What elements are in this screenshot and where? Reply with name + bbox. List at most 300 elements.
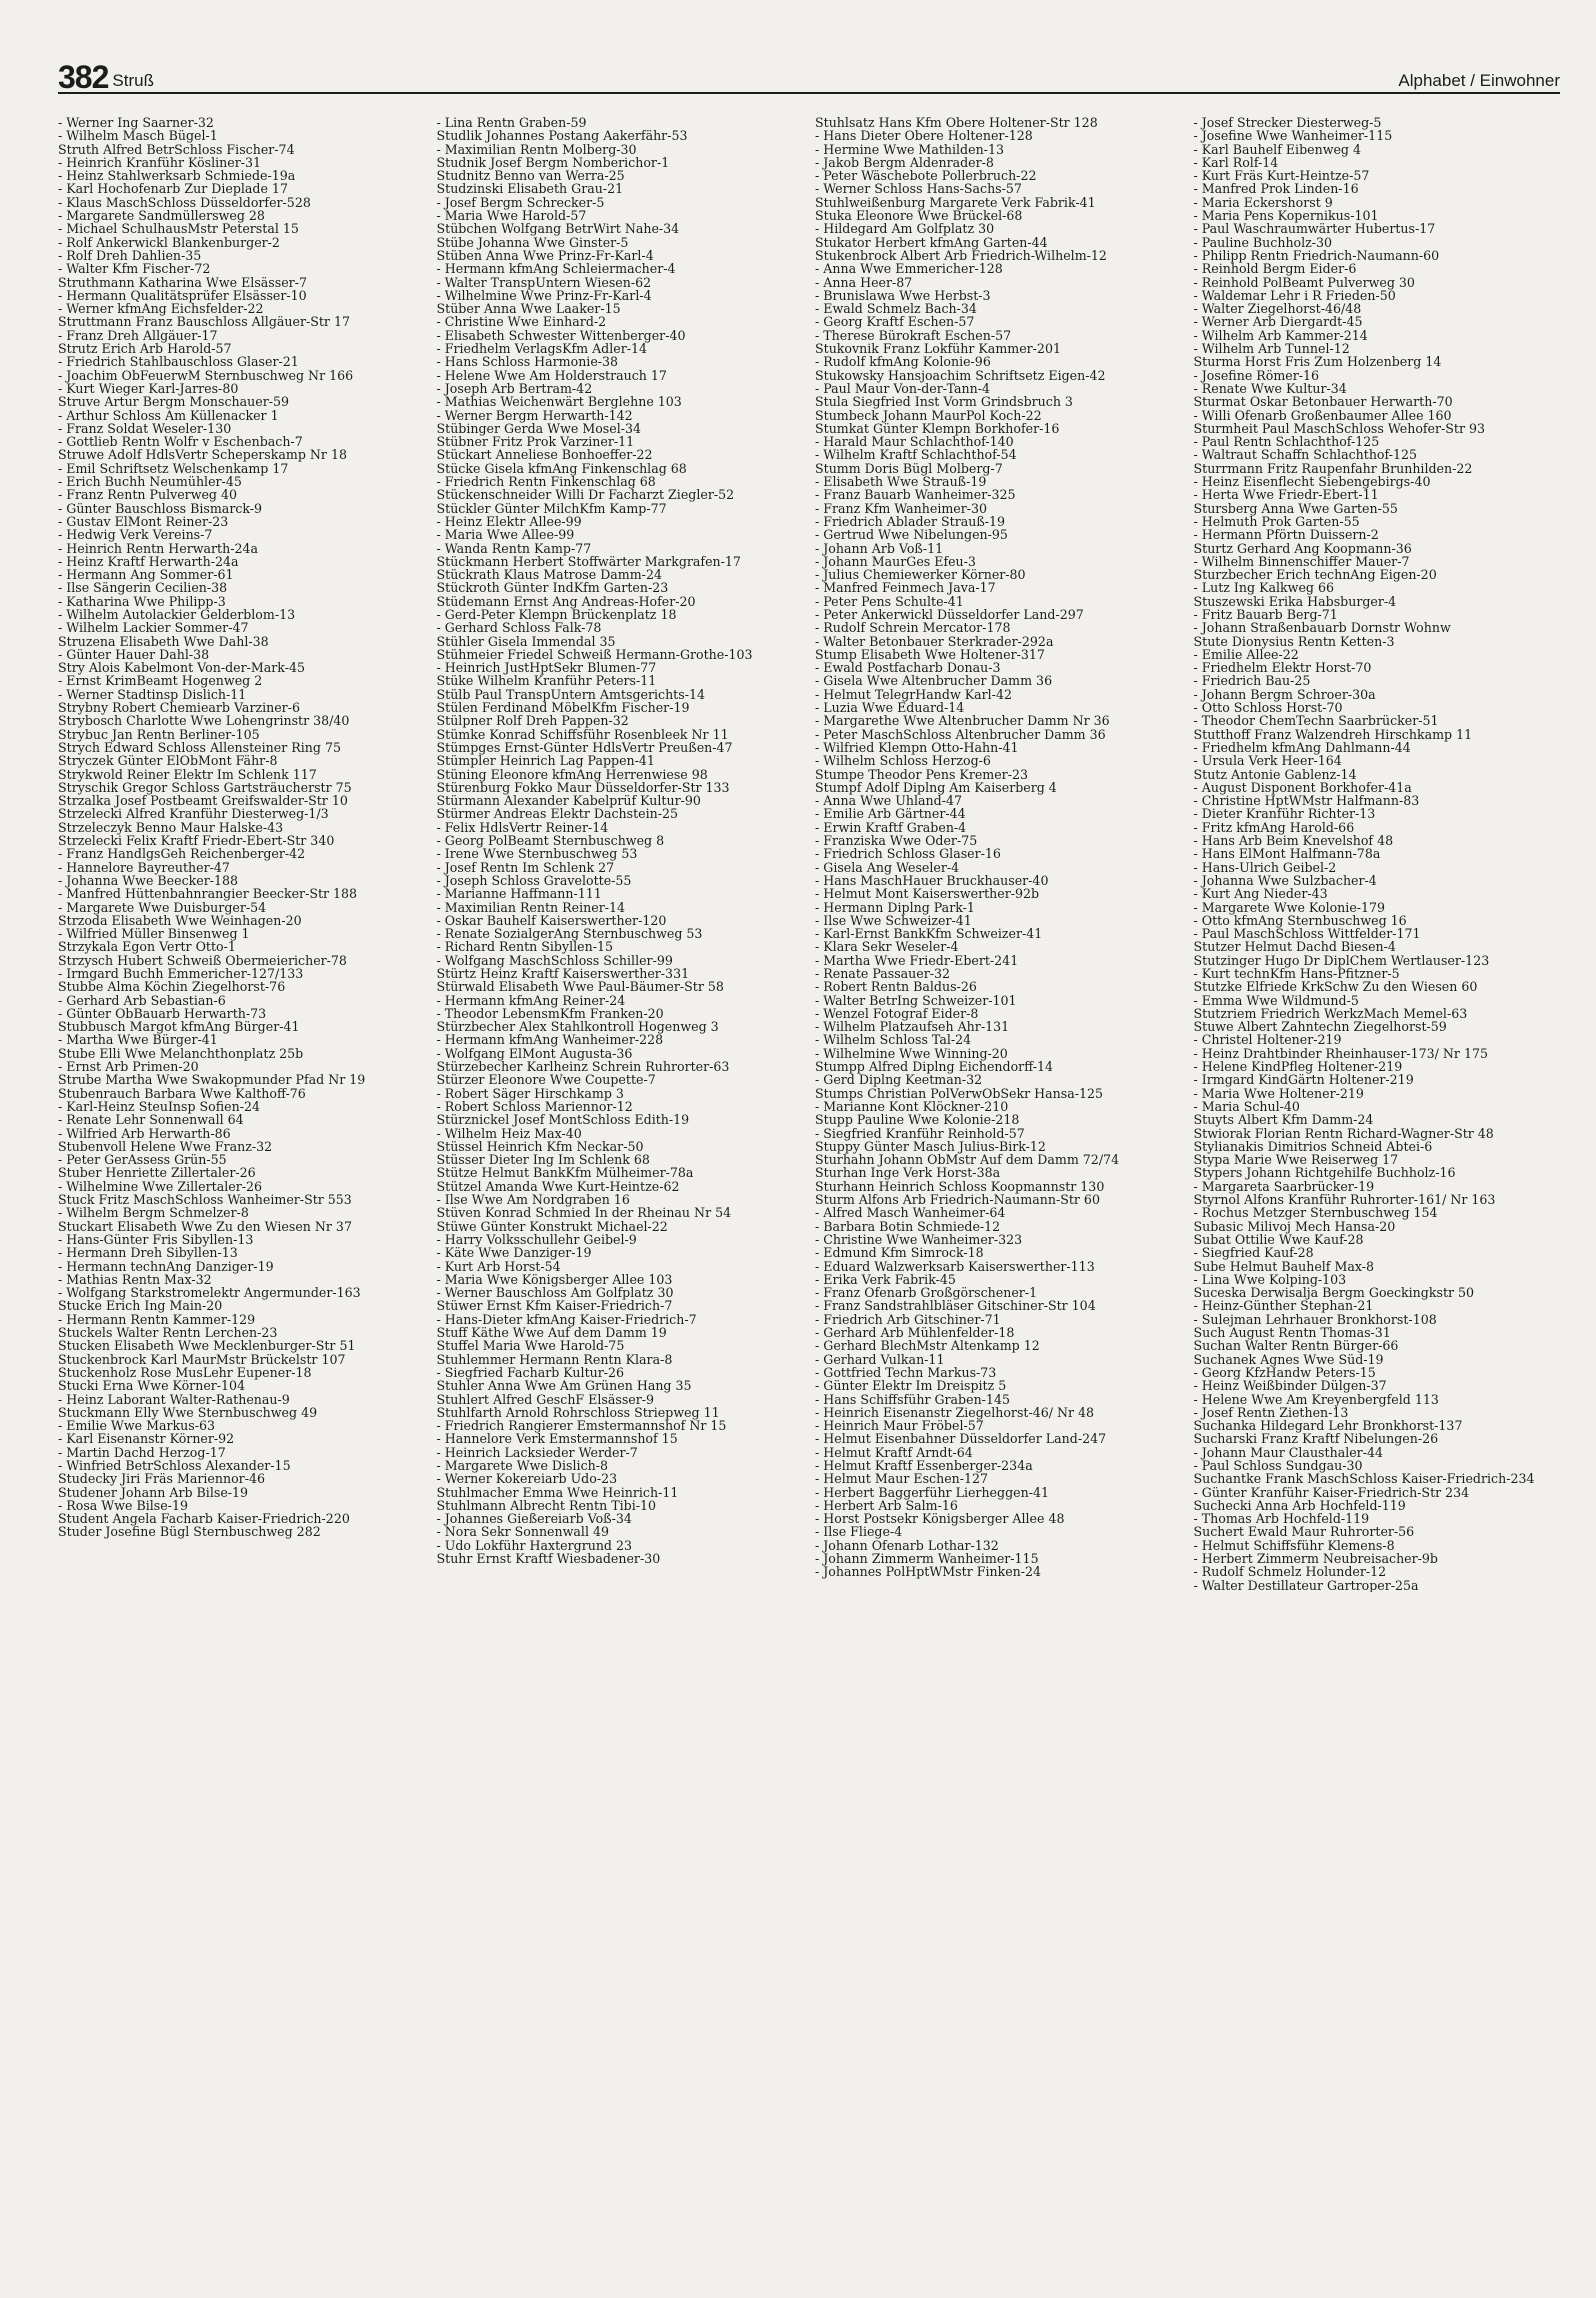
directory-entry: - Robert Schloss Mariennor-12 (436, 1098, 633, 1114)
directory-entry: - Christine HptWMstr Halfmann-83 (1193, 793, 1420, 809)
directory-entry: - Günter Hauer Dahl-38 (58, 646, 210, 662)
directory-entry: Stumpp Alfred Diplng Eichendorff-14 (815, 1059, 1053, 1075)
directory-entry: - Reinhold PolBeamt Pulverweg 30 (1193, 274, 1415, 290)
directory-entry: - Helmut Schiffsführ Klemens-8 (1193, 1537, 1395, 1553)
directory-entry: - Richard Rentn Sibyllen-15 (436, 939, 613, 955)
directory-entry: - Peter GerAssess Grün-55 (58, 1152, 227, 1168)
directory-entry: - Elisabeth Wwe Strauß-19 (815, 474, 987, 490)
directory-entry: - Friedrich Ablader Strauß-19 (815, 513, 1006, 529)
directory-entry: - Johann Maur Clausthaler-44 (1193, 1444, 1383, 1460)
directory-entry: Stubbusch Margot kfmAng Bürger-41 (58, 1019, 300, 1035)
directory-entry: - Felix HdlsVertr Reiner-14 (436, 819, 609, 835)
directory-entry: Stübchen Wolfgang BetrWirt Nahe-34 (436, 221, 680, 237)
directory-entry: - Klara Sekr Weseler-4 (815, 939, 959, 955)
directory-entry: - Franz Kfm Wanheimer-30 (815, 500, 988, 516)
directory-entry: - Gerd Diplng Keetman-32 (815, 1072, 983, 1088)
directory-entry: Stuhr Ernst Kraftf Wiesbadener-30 (436, 1551, 661, 1567)
directory-entry: - Paul Schloss Sundgau-30 (1193, 1457, 1363, 1473)
directory-entry: - Maria Pens Kopernikus-101 (1193, 208, 1379, 224)
directory-entry: - Wilhelm Schloss Herzog-6 (815, 753, 991, 769)
directory-entry: - Theodor LebensmKfm Franken-20 (436, 1005, 664, 1021)
directory-entry: - Friedrich Rentn Finkenschlag 68 (436, 474, 656, 490)
directory-entry: Stuck Fritz MaschSchloss Wanheimer-Str 553 (58, 1192, 352, 1208)
directory-entry: - Wilfried Müller Binsenweg 1 (58, 926, 250, 942)
directory-entry: Stutthoff Franz Walzendreh Hirschkamp 11 (1193, 726, 1473, 742)
directory-entry: Stucken Elisabeth Wwe Mecklenburger-Str 51 (58, 1338, 356, 1354)
directory-entry: - Wilhelm Schloss Tal-24 (815, 1032, 972, 1048)
directory-entry: Studener Johann Arb Bilse-19 (58, 1484, 249, 1500)
directory-entry: - Gerhard Schloss Falk-78 (436, 620, 602, 636)
directory-entry: - Franz HandlgsGeh Reichenberger-42 (58, 846, 306, 862)
directory-entry: - Paul Waschraumwärter Hubertus-17 (1193, 221, 1436, 237)
directory-entry: Stürzbecher Alex Stahlkontroll Hogenweg 3 (436, 1019, 719, 1035)
directory-entry: - Hermann technAng Danziger-19 (58, 1258, 274, 1274)
directory-entry: Stüwe Günter Konstrukt Michael-22 (436, 1218, 668, 1234)
directory-entry: - Josefine Wwe Wanheimer-115 (1193, 128, 1393, 144)
directory-entry: - Gertrud Wwe Nibelungen-95 (815, 527, 1008, 543)
directory-entry: - Georg Kraftf Eschen-57 (815, 314, 975, 330)
directory-entry: - Maria Wwe Königsberger Allee 103 (436, 1271, 673, 1287)
directory-entry: - Erwin Kraftf Graben-4 (815, 819, 967, 835)
directory-entry: Stucke Erich Ing Main-20 (58, 1298, 223, 1314)
directory-entry: Suchert Ewald Maur Ruhrorter-56 (1193, 1524, 1415, 1540)
directory-entry: - Josef Rentn Im Schlenk 27 (436, 859, 615, 875)
directory-entry: Stübe Johanna Wwe Ginster-5 (436, 234, 629, 250)
page-number: 382 (58, 59, 109, 95)
directory-entry: Stumm Doris Bügl Molberg-7 (815, 460, 1003, 476)
directory-entry: - Edmund Kfm Simrock-18 (815, 1245, 984, 1261)
directory-entry: - Hans-Dieter kfmAng Kaiser-Friedrich-7 (436, 1311, 697, 1327)
directory-entry: Stump Elisabeth Wwe Holtener-317 (815, 646, 1045, 662)
directory-entry: Struzena Elisabeth Wwe Dahl-38 (58, 633, 269, 649)
directory-entry: Strube Martha Wwe Swakopmunder Pfad Nr 19 (58, 1072, 366, 1088)
directory-entry: - Robert Rentn Baldus-26 (815, 979, 977, 995)
directory-entry: - Maria Wwe Holtener-219 (1193, 1085, 1364, 1101)
directory-entry: - Margarete Wwe Dislich-8 (436, 1457, 608, 1473)
directory-entry: Suchecki Anna Arb Hochfeld-119 (1193, 1497, 1406, 1513)
directory-entry: Stürenburg Fokko Maur Düsseldorfer-Str 133 (436, 779, 730, 795)
directory-entry: - Wolfgang MaschSchloss Schiller-99 (436, 952, 673, 968)
directory-entry: Student Angela Facharb Kaiser-Friedrich-220 (58, 1511, 350, 1527)
directory-entry: Stubenrauch Barbara Wwe Kalthoff-76 (58, 1085, 306, 1101)
directory-entry: Stümpler Heinrich Lag Pappen-41 (436, 753, 655, 769)
directory-entry: Stülb Paul TranspUntern Amtsgerichts-14 (436, 686, 705, 702)
directory-entry: - Heinrich Rentn Herwarth-24a (58, 540, 258, 556)
directory-entry: - Hans Arb Beim Knevelshof 48 (1193, 833, 1394, 849)
directory-entry: - Lina Wwe Kolping-103 (1193, 1271, 1347, 1287)
directory-entry: Studer Josefine Bügl Sternbuschweg 282 (58, 1524, 321, 1540)
directory-entry: - Kurt Arb Horst-54 (436, 1258, 561, 1274)
directory-entry: - Peter Pens Schulte-41 (815, 593, 964, 609)
directory-entry: - Friedrich Bau-25 (1193, 673, 1311, 689)
directory-entry: - Ilse Fliege-4 (815, 1524, 903, 1540)
running-head: Struß (112, 71, 154, 90)
directory-entry: Stupp Pauline Wwe Kolonie-218 (815, 1112, 1020, 1128)
directory-entry: - Maximilian Rentn Reiner-14 (436, 899, 625, 915)
directory-entry: Stuka Eleonore Wwe Brückel-68 (815, 208, 1023, 224)
directory-entry: - Emil Schriftsetz Welschenkamp 17 (58, 460, 289, 476)
directory-entry: Stürzer Eleonore Wwe Coupette-7 (436, 1072, 656, 1088)
directory-entry: - Werner Kokereiarb Udo-23 (436, 1471, 618, 1487)
directory-entry: Sturhahn Johann ObMstr Auf dem Damm 72/74 (815, 1152, 1120, 1168)
directory-entry: - Wilhelm Arb Tunnel-12 (1193, 341, 1350, 357)
directory-entry: - Michael SchulhausMstr Peterstal 15 (58, 221, 299, 237)
directory-entry: Stüber Anna Wwe Laaker-15 (436, 301, 621, 317)
directory-entry: Stylianakis Dimitrios Schneid Abtei-6 (1193, 1138, 1433, 1154)
directory-entry: Sturzbecher Erich technAng Eigen-20 (1193, 567, 1437, 583)
directory-entry: Stuppy Günter Masch Julius-Birk-12 (815, 1138, 1046, 1154)
column-2 (437, 116, 804, 1592)
directory-entry: Stukator Herbert kfmAng Garten-44 (815, 234, 1048, 250)
directory-entry: - Franz Bauarb Wanheimer-325 (815, 487, 1016, 503)
directory-entry: - Paul Rentn Schlachthof-125 (1193, 434, 1380, 450)
directory-entry: - Johannes PolHptWMstr Finken-24 (815, 1564, 1042, 1580)
directory-entry: - Jakob Bergm Aldenrader-8 (815, 154, 994, 170)
directory-entry: - Hermann kfmAng Wanheimer-228 (436, 1032, 664, 1048)
directory-entry: - Pauline Buchholz-30 (1193, 234, 1333, 250)
directory-entry: - Martha Wwe Friedr-Ebert-241 (815, 952, 1019, 968)
directory-entry: - Johann Straßenbauarb Dornstr Wohnw (1193, 620, 1451, 636)
directory-entry: Stützel Amanda Wwe Kurt-Heintze-62 (436, 1178, 680, 1194)
directory-entry: - Manfred Hüttenbahnrangier Beecker-Str 188 (58, 886, 358, 902)
directory-entry: - Gisela Wwe Altenbrucher Damm 36 (815, 673, 1053, 689)
directory-entry: - Waltraut Schaffn Schlachthof-125 (1193, 447, 1418, 463)
directory-entry: Stüsser Dieter Ing Im Schlenk 68 (436, 1152, 650, 1168)
directory-entry: - Wilhelm Kraftf Schlachthof-54 (815, 447, 1017, 463)
directory-entry: - Helmut Kraftf Arndt-64 (815, 1444, 973, 1460)
header-left (58, 59, 154, 95)
directory-entry: - Gisela Ang Weseler-4 (815, 859, 960, 875)
directory-entry: - Hedwig Verk Vereins-7 (58, 527, 213, 543)
directory-entry: - Maria Wwe Allee-99 (436, 527, 575, 543)
directory-entry: - Brunislawa Wwe Herbst-3 (815, 287, 991, 303)
directory-entry: - Martha Wwe Bürger-41 (58, 1032, 218, 1048)
directory-entry: - Anna Wwe Uhland-47 (815, 793, 962, 809)
directory-entry: - Renate Lehr Sonnenwall 64 (58, 1112, 244, 1128)
directory-entry: - Siegfried Kranführ Reinhold-57 (815, 1125, 1025, 1141)
directory-entry: - Barbara Botin Schmiede-12 (815, 1218, 1001, 1234)
directory-entry: Stürznickel Josef MontSchloss Edith-19 (436, 1112, 690, 1128)
directory-entry: - Wilfried Arb Herwarth-86 (58, 1125, 231, 1141)
directory-entry: - Rochus Metzger Sternbuschweg 154 (1193, 1205, 1438, 1221)
directory-entry: Stuckmann Elly Wwe Sternbuschweg 49 (58, 1404, 318, 1420)
directory-entry: Strybosch Charlotte Wwe Lohengrinstr 38/40 (58, 713, 350, 729)
directory-entry: - Maria Eckershorst 9 (1193, 194, 1333, 210)
directory-entry: - Johann Zimmerm Wanheimer-115 (815, 1551, 1039, 1567)
directory-entry: - Franz Ofenarb Großgörschener-1 (815, 1285, 1038, 1301)
directory-entry: - Willi Ofenarb Großenbaumer Allee 160 (1193, 407, 1452, 423)
directory-entry: - Hermann Diplng Park-1 (815, 899, 975, 915)
directory-entry: - Gerhard Arb Mühlenfelder-18 (815, 1325, 1015, 1341)
directory-entry: Stutzriem Friedrich WerkzMach Memel-63 (1193, 1005, 1468, 1021)
directory-entry: - Käte Wwe Danziger-19 (436, 1245, 592, 1261)
directory-entry: Stuhlsatz Hans Kfm Obere Holtener-Str 128 (815, 116, 1098, 130)
directory-entry: - Herbert Arb Salm-16 (815, 1497, 958, 1513)
directory-entry: Stüning Eleonore kfmAng Herrenwiese 98 (436, 766, 708, 782)
directory-entry: - Helene KindPfleg Holtener-219 (1193, 1059, 1403, 1075)
directory-entry: Strzalka Josef Postbeamt Greifswalder-Str 10 (58, 793, 348, 809)
directory-entry: - Hans Schloss Harmonie-38 (436, 354, 619, 370)
directory-entry: - Joachim ObFeuerwM Sternbuschweg Nr 166 (58, 367, 354, 383)
directory-entry: - Heinrich JustHptSekr Blumen-77 (436, 660, 657, 676)
directory-entry: Stuckart Elisabeth Wwe Zu den Wiesen Nr 37 (58, 1218, 352, 1234)
directory-entry: - Helmut Eisenbahner Düsseldorfer Land-247 (815, 1431, 1107, 1447)
directory-entry: - Hannelore Verk Emstermannshof 15 (436, 1431, 678, 1447)
directory-entry: - Kurt Fräs Kurt-Heintze-57 (1193, 168, 1370, 184)
directory-entry: - Wanda Rentn Kamp-77 (436, 540, 592, 556)
directory-entry: - Franz Soldat Weseler-130 (58, 420, 232, 436)
directory-entry: - Wilhelm Heiz Max-40 (436, 1125, 582, 1141)
directory-entry: - Oskar Bauhelf Kaiserswerther-120 (436, 912, 667, 928)
directory-entry: Strzelecki Felix Kraftf Friedr-Ebert-Str 340 (58, 833, 335, 849)
directory-entry: Subat Ottilie Wwe Kauf-28 (1193, 1231, 1364, 1247)
directory-entry: - Hermann kfmAng Schleiermacher-4 (436, 261, 676, 277)
directory-entry: - Margarete Sandmüllersweg 28 (58, 208, 265, 224)
directory-entry: - Kurt Ang Nieder-43 (1193, 886, 1328, 902)
directory-entry: - Karl Rolf-14 (1193, 154, 1279, 170)
directory-entry: - Wilhelm Bergm Schmelzer-8 (58, 1205, 249, 1221)
directory-entry: - Friedrich Arb Gitschiner-71 (815, 1311, 1001, 1327)
directory-entry: - Herbert Baggerführ Lierheggen-41 (815, 1484, 1049, 1500)
directory-entry: Stuszewski Erika Habsburger-4 (1193, 593, 1397, 609)
directory-entry: Sturtz Gerhard Ang Koopmann-36 (1193, 540, 1412, 556)
directory-entry: Sturma Horst Fris Zum Holzenberg 14 (1193, 354, 1442, 370)
directory-entry: - Helene Wwe Am Holderstrauch 17 (436, 367, 667, 383)
directory-entry: - Hermine Wwe Mathilden-13 (815, 141, 1004, 157)
directory-entry: - Franz Dreh Allgäuer-17 (58, 327, 218, 343)
directory-entry: - Rudolf kfmAng Kolonie-96 (815, 354, 991, 370)
directory-entry: - Marianne Haffmann-111 (436, 886, 602, 902)
directory-entry: - Franziska Wwe Oder-75 (815, 833, 978, 849)
directory-entry: - Friedhelm VerlagsKfm Adler-14 (436, 341, 648, 357)
directory-entry: - Irmgard KindGärtn Holtener-219 (1193, 1072, 1414, 1088)
directory-entry: Stürmann Alexander Kabelprüf Kultur-90 (436, 793, 701, 809)
directory-entry: Suchan Walter Rentn Bürger-66 (1193, 1338, 1399, 1354)
directory-entry: - Georg KfzHandw Peters-15 (1193, 1364, 1376, 1380)
directory-entry: Stückenschneider Willi Dr Facharzt Ziegler-52 (436, 487, 735, 503)
directory-entry: Stülen Ferdinand MöbelKfm Fischer-19 (436, 700, 690, 716)
directory-entry: Stubbe Alma Köchin Ziegelhorst-76 (58, 979, 286, 995)
directory-entry: - Helmut Kraftf Essenberger-234a (815, 1457, 1033, 1473)
directory-entry: - Ewald Postfacharb Donau-3 (815, 660, 1001, 676)
directory-entry: - Heinz-Günther Stephan-21 (1193, 1298, 1374, 1314)
directory-entry: - Rosa Wwe Bilse-19 (58, 1497, 188, 1513)
directory-entry: - Wilhelm Masch Bügel-1 (58, 128, 218, 144)
directory-entry: - Kurt technKfm Hans-Pfitzner-5 (1193, 966, 1400, 981)
directory-entry: Stwiorak Florian Rentn Richard-Wagner-Str 48 (1193, 1125, 1494, 1141)
directory-entry: Styrnol Alfons Kranführ Ruhrorter-161/ Nr 163 (1193, 1192, 1496, 1208)
directory-entry: - Sulejman Lehrhauer Bronkhorst-108 (1193, 1311, 1437, 1327)
directory-entry: - Walter Destillateur Gartroper-25a (1193, 1577, 1419, 1592)
directory-entry: - Nora Sekr Sonnenwall 49 (436, 1524, 609, 1540)
directory-entry: - Werner Stadtinsp Dislich-11 (58, 686, 247, 702)
directory-entry: - Margarete Wwe Duisburger-54 (58, 899, 267, 915)
directory-entry: - Günter Elektr Im Dreispitz 5 (815, 1378, 1007, 1394)
directory-entry: Stypers Johann Richtgehilfe Buchholz-16 (1193, 1165, 1456, 1181)
directory-entry: Stumkat Günter Klempn Borkhofer-16 (815, 420, 1060, 436)
directory-entry: - Rolf Ankerwickl Blankenburger-2 (58, 234, 280, 250)
directory-entry: - Helmut Maur Eschen-127 (815, 1471, 989, 1487)
directory-entry: Stülpner Rolf Dreh Pappen-32 (436, 713, 629, 729)
directory-entry: - Günter Bauschloss Bismarck-9 (58, 500, 263, 516)
directory-entry: - Peter MaschSchloss Altenbrucher Damm 36 (815, 726, 1106, 742)
directory-entry: Sturmheit Paul MaschSchloss Wehofer-Str 93 (1193, 420, 1486, 436)
directory-entry: - Lina Rentn Graben-59 (436, 116, 587, 130)
directory-entry: - Siegfried Facharb Kultur-26 (436, 1364, 625, 1380)
directory-entry: Sturmat Oskar Betonbauer Herwarth-70 (1193, 394, 1453, 410)
directory-entry: Stuffel Maria Wwe Harold-75 (436, 1338, 625, 1354)
directory-entry: - Marianne Kont Klöckner-210 (815, 1098, 1009, 1114)
directory-entry: Studlik Johannes Postang Aakerfähr-53 (436, 128, 688, 144)
directory-entry: - Ursula Verk Heer-164 (1193, 753, 1342, 769)
directory-entry: Struve Artur Bergm Monschauer-59 (58, 394, 290, 410)
directory-entry: Stumbeck Johann MaurPol Koch-22 (815, 407, 1042, 423)
directory-entry: - Hans MaschHauer Bruckhauser-40 (815, 872, 1049, 888)
directory-entry: - Otto kfmAng Sternbuschweg 16 (1193, 912, 1407, 928)
directory-entry: Stüke Wilhelm Kranführ Peters-11 (436, 673, 657, 689)
directory-entry: - Martin Dachd Herzog-17 (58, 1444, 226, 1460)
directory-entry: - Robert Säger Hirschkamp 3 (436, 1085, 624, 1101)
directory-entry: Stümpges Ernst-Günter HdlsVertr Preußen-47 (436, 739, 733, 755)
directory-entry: Stuckenbrock Karl MaurMstr Brückelstr 107 (58, 1351, 346, 1367)
directory-entry: - Georg PolBeamt Sternbuschweg 8 (436, 833, 665, 849)
directory-entry: - Reinhold Bergm Eider-6 (1193, 261, 1357, 277)
directory-entry: - Gottfried Techn Markus-73 (815, 1364, 997, 1380)
directory-entry: - Ilse Wwe Am Nordgraben 16 (436, 1192, 630, 1208)
directory-entry: - Karl-Ernst BankKfm Schweizer-41 (815, 926, 1043, 942)
directory-entry: - Johanna Wwe Beecker-188 (58, 872, 239, 888)
directory-entry: - Harald Maur Schlachthof-140 (815, 434, 1014, 450)
directory-entry: - Paul Maur Von-der-Tann-4 (815, 380, 991, 396)
directory-entry: Stüssel Heinrich Kfm Neckar-50 (436, 1138, 644, 1154)
directory-entry: Strybuc Jan Rentn Berliner-105 (58, 726, 260, 742)
directory-entry: Stryczek Günter ElObMont Fähr-8 (58, 753, 278, 769)
directory-entry: - Elisabeth Schwester Wittenberger-40 (436, 327, 686, 343)
directory-entry: Strych Edward Schloss Allensteiner Ring 75 (58, 739, 341, 755)
directory-entry: - Franz Rentn Pulverweg 40 (58, 487, 238, 503)
directory-entry: Strzykala Egon Vertr Otto-1 (58, 939, 236, 955)
directory-entry: - Hermann Dreh Sibyllen-13 (58, 1245, 238, 1261)
page-header (58, 58, 1560, 94)
directory-entry: - Dieter Kranführ Richter-13 (1193, 806, 1376, 822)
directory-entry: - Hannelore Bayreuther-47 (58, 859, 230, 875)
directory-entry: Struttmann Franz Bauschloss Allgäuer-Str 17 (58, 314, 350, 330)
directory-entry: - Hermann Qualitätsprüfer Elsässer-10 (58, 287, 307, 303)
directory-entry: - Christel Holtener-219 (1193, 1032, 1342, 1048)
directory-entry: - Gottlieb Rentn Wolfr v Eschenbach-7 (58, 434, 303, 450)
directory-entry: - Margarethe Wwe Altenbrucher Damm Nr 36 (815, 713, 1110, 729)
directory-entry: - Helmut Mont Kaiserswerther-92b (815, 886, 1040, 902)
directory-entry: - Wilhelm Arb Kammer-214 (1193, 327, 1368, 343)
directory-entry: Studnitz Benno van Werra-25 (436, 168, 625, 184)
directory-entry: - Harry Volksschullehr Geibel-9 (436, 1231, 637, 1247)
directory-entry: Stutzke Elfriede KrkSchw Zu den Wiesen 60 (1193, 979, 1478, 995)
directory-entry: - Fritz Bauarb Berg-71 (1193, 606, 1338, 622)
directory-entry: - Werner Ing Saarner-32 (58, 116, 214, 130)
directory-entry: - Wilhelm Lackier Sommer-47 (58, 620, 249, 636)
directory-entry: - Erich Buchh Neumühler-45 (58, 474, 242, 490)
directory-entry: - Ernst Arb Primen-20 (58, 1059, 199, 1075)
directory-entry: - Eduard Walzwerksarb Kaiserswerther-113 (815, 1258, 1095, 1274)
directory-entry: Stute Dionysius Rentn Ketten-3 (1193, 633, 1395, 649)
directory-entry: - Josef Strecker Diesterweg-5 (1193, 116, 1382, 130)
directory-entry: - Johanna Wwe Sulzbacher-4 (1193, 872, 1377, 888)
directory-entry: - Heinrich Maur Fröbel-57 (815, 1418, 984, 1434)
directory-entry: - Waldemar Lehr i R Frieden-50 (1193, 287, 1396, 303)
directory-entry: - Wilfried Klempn Otto-Hahn-41 (815, 739, 1019, 755)
directory-entry: - Gerhard BlechMstr Altenkamp 12 (815, 1338, 1040, 1354)
directory-entry: - Friedhelm Elektr Horst-70 (1193, 660, 1372, 676)
directory-entry: Stürzebecher Karlheinz Schrein Ruhrorter-63 (436, 1059, 730, 1075)
directory-entry: Stückroth Günter IndKfm Garten-23 (436, 580, 669, 596)
directory-entry: - Heinz Weißbinder Dülgen-37 (1193, 1378, 1387, 1394)
directory-entry: Sturhan Inge Verk Horst-38a (815, 1165, 1001, 1181)
directory-entry: Strzoda Elisabeth Wwe Weinhagen-20 (58, 912, 302, 928)
directory-entry: Stüven Konrad Schmied In der Rheinau Nr 54 (436, 1205, 732, 1221)
directory-entry: Stühler Gisela Immendal 35 (436, 633, 616, 649)
directory-page (58, 58, 1560, 2280)
directory-entry: - Karl Bauhelf Eibenweg 4 (1193, 141, 1362, 157)
directory-entry: Suchantke Frank MaschSchloss Kaiser-Friedrich-234 (1193, 1471, 1535, 1487)
directory-entry: Stümke Konrad Schiffsführ Rosenbleek Nr 11 (436, 726, 729, 742)
directory-entry: - Maria Schul-40 (1193, 1098, 1300, 1114)
directory-entry: - Irmgard Buchh Emmericher-127/133 (58, 966, 304, 981)
directory-entry: - Hermann Pförtn Duissern-2 (1193, 527, 1379, 543)
directory-entry: Struthmann Katharina Wwe Elsässer-7 (58, 274, 307, 290)
directory-entry: Stuhler Anna Wwe Am Grünen Hang 35 (436, 1378, 692, 1394)
directory-entry: - Wilhelm Platzaufseh Ahr-131 (815, 1019, 1010, 1035)
directory-entry: - Ilse Sängerin Cecilien-38 (58, 580, 228, 596)
directory-entry: Studnik Josef Bergm Nomberichor-1 (436, 154, 670, 170)
directory-entry: - Klaus MaschSchloss Düsseldorfer-528 (58, 194, 311, 210)
directory-entry: - Josef Rentn Ziethen-13 (1193, 1404, 1349, 1420)
directory-entry: - Karl Hochofenarb Zur Dieplade 17 (58, 181, 288, 197)
directory-entry: - Heinz Elektr Allee-99 (436, 513, 582, 529)
directory-entry: - Heinz Kraftf Herwarth-24a (58, 553, 239, 569)
directory-entry: Stübinger Gerda Wwe Mosel-34 (436, 420, 642, 436)
directory-entry: - Hans Dieter Obere Holtener-128 (815, 128, 1033, 144)
directory-entry: Stypa Marie Wwe Reiserweg 17 (1193, 1152, 1399, 1168)
directory-entry: - Johann Arb Voß-11 (815, 540, 944, 556)
directory-entry: Stuyts Albert Kfm Damm-24 (1193, 1112, 1374, 1128)
directory-entry: Struth Alfred BetrSchloss Fischer-74 (58, 141, 295, 157)
directory-entry: - Herta Wwe Friedr-Ebert-11 (1193, 487, 1379, 503)
directory-entry: - Wolfgang Starkstromelektr Angermunder-163 (58, 1285, 361, 1301)
directory-entry: Stucki Erna Wwe Körner-104 (58, 1378, 246, 1394)
directory-entry: - Gerhard Arb Sebastian-6 (58, 992, 226, 1008)
directory-entry: - Friedrich Rangierer Emstermannshof Nr 15 (436, 1418, 727, 1434)
directory-entry: Suceska Derwisalja Bergm Goeckingkstr 50 (1193, 1285, 1475, 1301)
directory-entry: Stüwer Ernst Kfm Kaiser-Friedrich-7 (436, 1298, 673, 1314)
directory-entry: - Margarete Wwe Kolonie-179 (1193, 899, 1386, 915)
directory-entry: Stukovnik Franz Lokführ Kammer-201 (815, 341, 1061, 357)
directory-entry: Strybny Robert Chemiearb Varziner-6 (58, 700, 300, 716)
directory-entry: Stuhlmacher Emma Wwe Heinrich-11 (436, 1484, 679, 1500)
directory-entry: - Hermann Rentn Kammer-129 (58, 1311, 256, 1327)
directory-entry: Suchanek Agnes Wwe Süd-19 (1193, 1351, 1384, 1367)
directory-entry: - Friedrich Schloss Glaser-16 (815, 846, 1001, 862)
directory-entry: Stüben Anna Wwe Prinz-Fr-Karl-4 (436, 247, 654, 263)
directory-entry: Stuff Käthe Wwe Auf dem Damm 19 (436, 1325, 667, 1341)
directory-entry: - Walter Kfm Fischer-72 (58, 261, 211, 277)
directory-entry: - Siegfried Kauf-28 (1193, 1245, 1314, 1261)
directory-entry: Stursberg Anna Wwe Garten-55 (1193, 500, 1398, 516)
directory-entry: - Karl Eisenanstr Körner-92 (58, 1431, 235, 1447)
directory-entry: Stürwald Elisabeth Wwe Paul-Bäumer-Str 58 (436, 979, 724, 995)
directory-entry: Sturrmann Fritz Raupenfahr Brunhilden-22 (1193, 460, 1473, 476)
directory-entry: - Fritz kfmAng Harold-66 (1193, 819, 1355, 835)
directory-entry: - Walter Betonbauer Sterkrader-292a (815, 633, 1054, 649)
